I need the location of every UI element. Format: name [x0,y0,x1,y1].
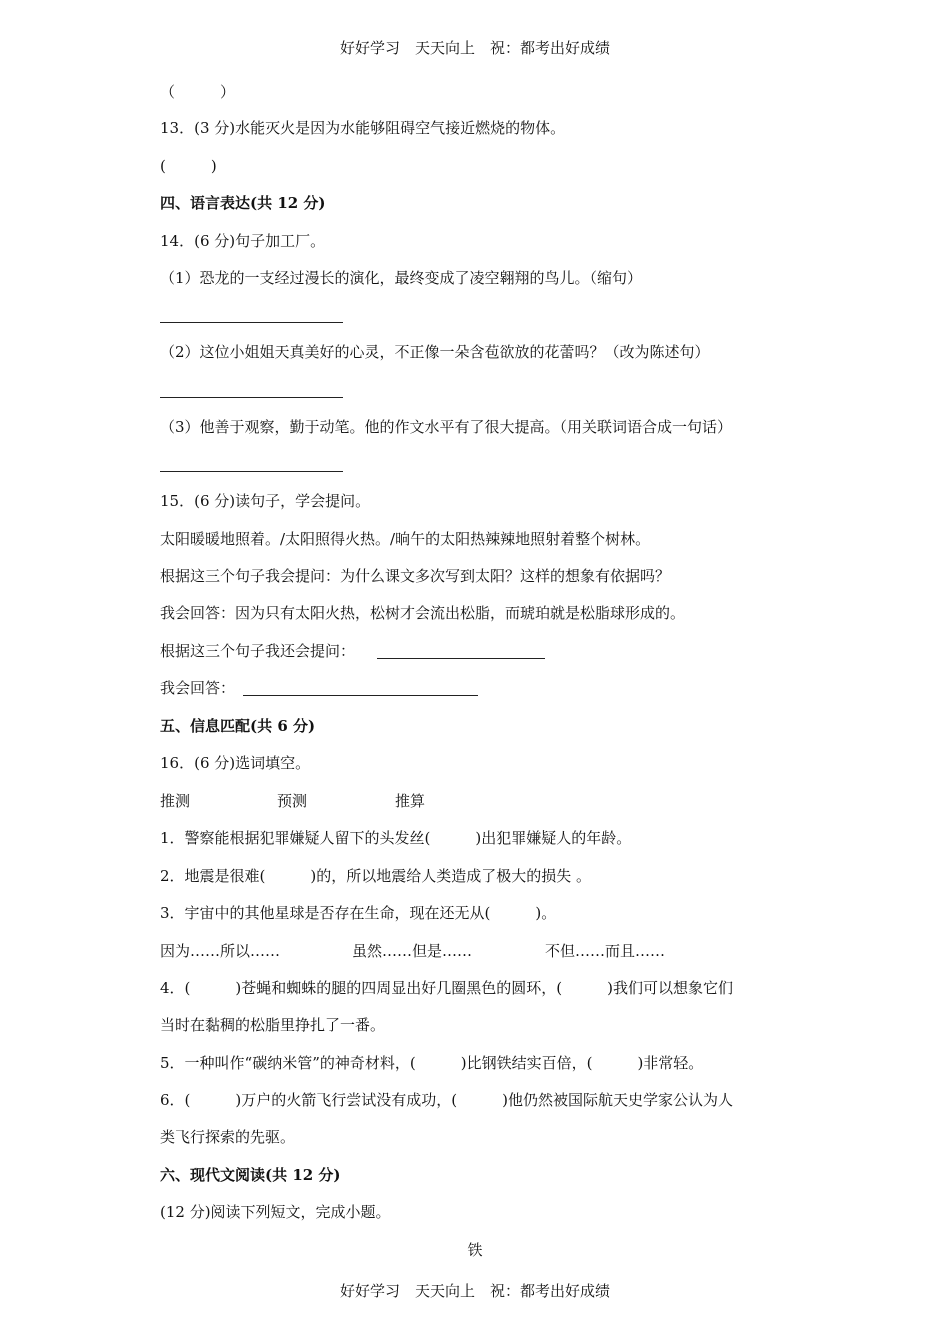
question-16-item-6: 6．( )万户的火箭飞行尝试没有成功，( )他仍然被国际航天史学家公认为人 [160,1091,733,1109]
question-16-item-3: 3．宇宙中的其他星球是否存在生命，现在还无从( )。 [160,904,557,922]
conjunction-option: 不但……而且…… [545,942,666,960]
word-option: 预测 [277,792,308,810]
answer-line [243,695,478,696]
question-15-ask-prompt: 根据这三个句子我还会提问： [160,642,356,660]
section-4-heading: 四、语言表达(共 12 分) [160,194,326,212]
answer-blank-parens: （ ） [160,83,236,101]
answer-blank-parens: ( ) [160,157,217,175]
section-6-heading: 六、现代文阅读(共 12 分) [160,1166,341,1184]
page-footer: 好好学习 天天向上 祝：都考出好成绩 [339,1282,610,1300]
conjunction-option: 虽然……但是…… [352,942,473,960]
section-5-heading: 五、信息匹配(共 6 分) [160,717,316,735]
question-14-2: （2）这位小姐姐天真美好的心灵，不正像一朵含苞欲放的花蕾吗？（改为陈述句） [160,343,710,361]
question-14-3: （3）他善于观察，勤于动笔。他的作文水平有了很大提高。（用关联词语合成一句话） [160,418,733,436]
question-15-sentences: 太阳暖暖地照着。/太阳照得火热。/晌午的太阳热辣辣地照射着整个树林。 [160,530,651,548]
question-16-item-5: 5．一种叫作“碳纳米管”的神奇材料，( )比钢铁结实百倍，( )非常轻。 [160,1054,704,1072]
question-16-item-1: 1．警察能根据犯罪嫌疑人留下的头发丝( )出犯罪嫌疑人的年龄。 [160,829,632,847]
question-13: 13．(3 分)水能灭火是因为水能够阻碍空气接近燃烧的物体。 [160,119,566,137]
answer-line [377,658,545,659]
passage-title: 铁 [467,1241,483,1259]
question-15: 15．(6 分)读句子，学会提问。 [160,492,371,510]
question-16-item-4: 4．( )苍蝇和蜘蛛的腿的四周显出好几圈黑色的圆环，( )我们可以想象它们 [160,979,733,997]
question-16-item-6-cont: 类飞行探索的先驱。 [160,1128,296,1146]
question-14-1: （1）恐龙的一支经过漫长的演化，最终变成了凌空翱翔的鸟儿。（缩句） [160,269,643,287]
conjunction-option: 因为……所以…… [160,942,281,960]
page-header: 好好学习 天天向上 祝：都考出好成绩 [339,39,610,57]
word-option: 推测 [160,792,191,810]
question-17: (12 分)阅读下列短文，完成小题。 [160,1203,391,1221]
question-14: 14．(6 分)句子加工厂。 [160,232,326,250]
answer-line [160,322,343,323]
question-16-item-4-cont: 当时在黏稠的松脂里挣扎了一番。 [160,1016,386,1034]
question-16: 16．(6 分)选词填空。 [160,754,311,772]
answer-line [160,397,343,398]
question-16-item-2: 2．地震是很难( )的，所以地震给人类造成了极大的损失 。 [160,867,592,885]
question-15-example-answer: 我会回答：因为只有太阳火热，松树才会流出松脂，而琥珀就是松脂球形成的。 [160,604,686,622]
word-option: 推算 [395,792,426,810]
question-15-answer-prompt: 我会回答： [160,679,236,697]
question-15-example-question: 根据这三个句子我会提问：为什么课文多次写到太阳？这样的想象有依据吗？ [160,567,671,585]
answer-line [160,471,343,472]
